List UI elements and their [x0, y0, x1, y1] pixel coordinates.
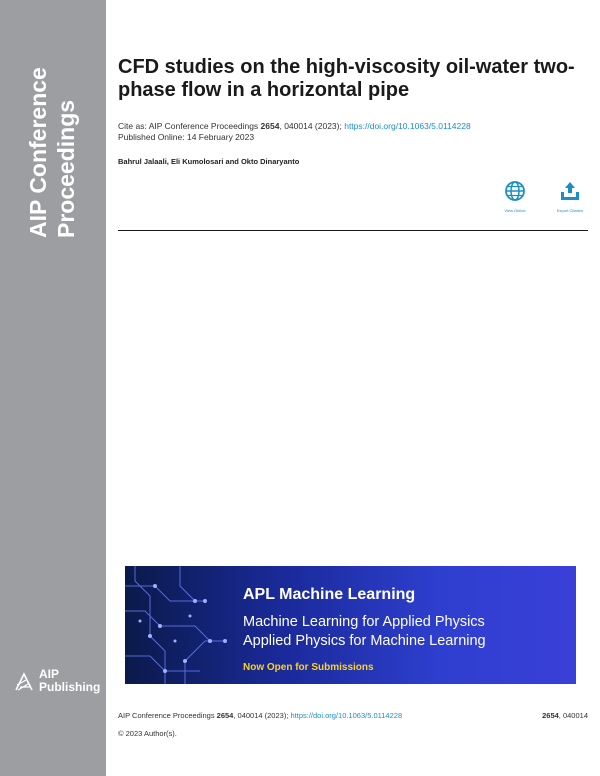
footer-page-volume: 2654	[542, 711, 559, 720]
footer-cite-suffix: , 040014 (2023);	[233, 711, 291, 720]
footer-cite-prefix: AIP Conference Proceedings	[118, 711, 217, 720]
cite-volume: 2654	[260, 121, 280, 131]
footer-citation	[118, 711, 402, 720]
apl-ml-banner-ad[interactable]	[125, 566, 576, 684]
copyright: © 2023 Author(s).	[118, 729, 177, 738]
authors: Bahrul Jalaali, Eli Kumolosari and Okto Dinaryanto	[118, 157, 300, 166]
journal-name-line1: AIP Conference	[25, 67, 51, 238]
logo-text-aip: AIP	[39, 667, 60, 681]
aip-publishing-logo[interactable]	[14, 668, 102, 698]
banner-subtitle-2: Applied Physics for Machine Learning	[243, 633, 486, 649]
footer-cite-volume: 2654	[216, 711, 234, 720]
export-citation-label: Export Citation	[556, 208, 584, 213]
sidebar	[0, 0, 106, 776]
globe-icon	[504, 180, 526, 202]
circuit-pattern-icon	[125, 566, 235, 684]
banner-subtitle-1: Machine Learning for Applied Physics	[243, 614, 485, 630]
banner-title: APL Machine Learning	[243, 586, 416, 603]
export-icon	[559, 180, 581, 202]
header-divider	[118, 230, 588, 231]
article-title: CFD studies on the high-viscosity oil-water two-phase flow in a horizontal pipe	[118, 56, 575, 101]
doi-link[interactable]: https://doi.org/10.1063/5.0114228	[344, 121, 471, 131]
footer-page-suffix: , 040014	[558, 711, 588, 720]
published-date: Published Online: 14 February 2023	[118, 132, 255, 142]
view-online-button[interactable]	[495, 180, 535, 216]
footer-doi-link[interactable]: https://doi.org/10.1063/5.0114228	[290, 711, 403, 720]
journal-name-line2: Proceedings	[53, 99, 79, 238]
cite-suffix: , 040014 (2023);	[279, 121, 345, 131]
cite-prefix: Cite as: AIP Conference Proceedings	[118, 121, 261, 131]
banner-cta[interactable]: Now Open for Submissions	[243, 662, 374, 673]
export-citation-button[interactable]	[550, 180, 590, 216]
view-online-label: View Online	[504, 208, 526, 213]
logo-text-publishing: Publishing	[39, 680, 101, 694]
footer-page-number	[542, 711, 588, 720]
aip-logo-mark-icon	[14, 670, 34, 692]
journal-name-vertical	[0, 0, 106, 260]
citation-line	[118, 121, 471, 131]
